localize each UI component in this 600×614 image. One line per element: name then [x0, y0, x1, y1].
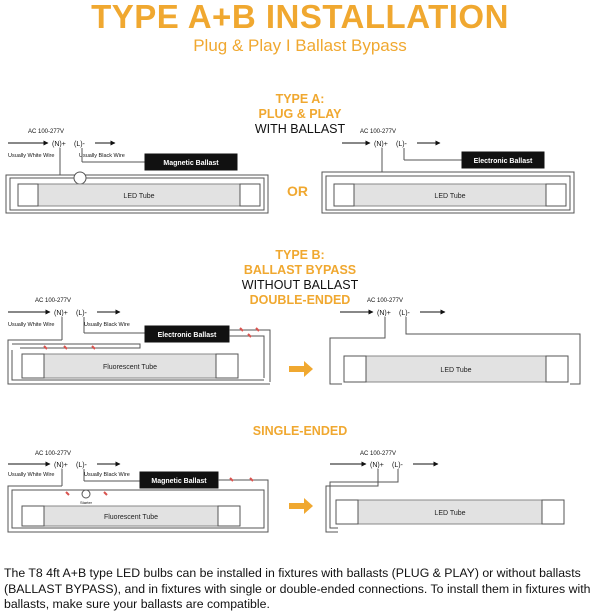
ac-label: AC 100-277V — [35, 451, 72, 457]
single-ended-label: SINGLE-ENDED — [252, 424, 348, 438]
type-a-line3: WITH BALLAST — [254, 122, 346, 136]
neutral-label: (N)+ — [54, 462, 68, 469]
line-label: (L)- — [396, 141, 407, 148]
fluorescent-tube-label: Fluorescent Tube — [102, 364, 158, 371]
type-b-line1: TYPE B: — [275, 248, 325, 262]
neutral-label: (N)+ — [374, 141, 388, 148]
white-wire-label: Usually White Wire — [8, 153, 55, 159]
type-b-line3: WITHOUT BALLAST — [241, 278, 359, 292]
magnetic-ballast-label: Magnetic Ballast — [163, 160, 219, 167]
or-label: OR — [287, 183, 308, 199]
footer-description: The T8 4ft A+B type LED bulbs can be installed in fixtures with ballasts (PLUG & PLAY) or without ballasts (BALLAST BYPASS), and in fixtures with single or double-ended connections. To install them in fixtures with ballasts, make sure your ballasts are compatible. — [4, 566, 591, 611]
diagram-single-after — [326, 451, 564, 532]
ac-label: AC 100-277V — [35, 298, 72, 304]
ac-label: AC 100-277V — [367, 298, 404, 304]
white-wire-label: Usually White Wire — [8, 472, 55, 478]
type-a-line1: TYPE A: — [275, 92, 325, 106]
white-wire-label: Usually White Wire — [8, 322, 55, 328]
neutral-label: (N)+ — [370, 462, 384, 469]
diagram-single-before — [8, 451, 268, 532]
type-b-line2: BALLAST BYPASS — [243, 263, 357, 277]
ac-label: AC 100-277V — [360, 129, 397, 135]
neutral-label: (N)+ — [54, 310, 68, 317]
electronic-ballast-label: Electronic Ballast — [473, 158, 533, 165]
ac-label: AC 100-277V — [360, 451, 397, 457]
type-a-line2: PLUG & PLAY — [258, 107, 342, 121]
electronic-ballast-label: Electronic Ballast — [157, 332, 217, 339]
type-b-line4: DOUBLE-ENDED — [249, 293, 351, 307]
ac-label: AC 100-277V — [28, 129, 65, 135]
black-wire-label: Usually Black Wire — [84, 322, 130, 328]
neutral-label: (N)+ — [52, 141, 66, 148]
line-label: (L)- — [399, 310, 410, 317]
page-title: TYPE A+B INSTALLATION — [91, 0, 509, 35]
led-tube-label: LED Tube — [434, 193, 466, 200]
fluorescent-tube-label: Fluorescent Tube — [103, 514, 159, 521]
led-tube-label: LED Tube — [434, 510, 466, 517]
line-label: (L)- — [74, 141, 85, 148]
arrow-icon — [289, 498, 313, 514]
line-label: (L)- — [392, 462, 403, 469]
page-subtitle: Plug & Play I Ballast Bypass — [193, 36, 407, 55]
diagram-type-b-before — [8, 298, 270, 384]
diagram-type-a-electronic — [322, 129, 574, 213]
black-wire-label: Usually Black Wire — [84, 472, 130, 478]
starter-label: Starter — [80, 500, 93, 505]
arrow-icon — [289, 361, 313, 377]
line-label: (L)- — [76, 462, 87, 469]
diagram-type-b-after — [330, 298, 580, 384]
neutral-label: (N)+ — [377, 310, 391, 317]
magnetic-ballast-label: Magnetic Ballast — [151, 478, 207, 485]
diagram-type-a-magnetic — [6, 129, 268, 213]
black-wire-label: Usually Black Wire — [79, 153, 125, 159]
led-tube-label: LED Tube — [123, 193, 155, 200]
led-tube-label: LED Tube — [440, 367, 472, 374]
line-label: (L)- — [76, 310, 87, 317]
